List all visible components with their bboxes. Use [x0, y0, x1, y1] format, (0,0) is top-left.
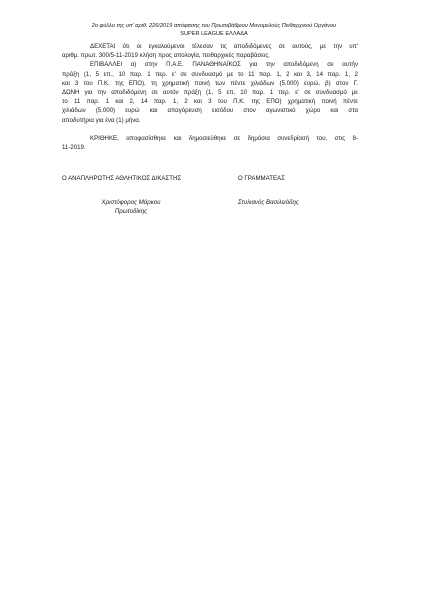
paragraph-judged: [62, 134, 358, 152]
secretary-name: Στυλιανός Βασιλειάδης: [238, 199, 299, 206]
document-header: [40, 22, 388, 38]
paragraph-imposes: [62, 60, 358, 124]
text-line: αποδυτήρια για ένα (1) μήνα.: [62, 116, 141, 124]
text-line: ΔΕΧΕΤΑΙ ότι οι εγκαλούμενοι τέλεσαν τις αποδιδόμενες σε αυτούς, με την υπ': [90, 43, 358, 50]
text-line: χιλιάδων (5.000) ευρώ και απαγόρευση εισόδου στον αγωνιστικό χώρο και στα: [62, 107, 358, 115]
text-line: πράξη (1, 5 επ., 10 παρ. 1 περ. ε' σε συνδυασμό με το 11 παρ. 1, 2 και 3, 14 παρ. 1, 2: [62, 70, 358, 78]
text-line: και 3 του Π.Κ. της ΕΠΟ), τη χρηματική ποινή των πέντε χιλιάδων (5.000) ευρώ, β) στον Γ.: [62, 79, 358, 87]
judge-name: Χριστόφορος Μάρκου: [101, 199, 161, 206]
judge-role: Πρωτοδίκης: [114, 208, 148, 215]
text-line: 11-2019.: [62, 144, 86, 152]
header-decision-reference: 2ο φύλλο της υπ' αριθ. 226/2019 απόφασης του Πρωτοβάθμιου Μονομελούς Πειθαρχικού Οργάνου: [91, 23, 337, 29]
text-line: ΚΡΙΘΗΚΕ, αποφασίσθηκε και δημοσιεύθηκε σε δημόσια συνεδρίασή του, στις 8-: [90, 134, 358, 142]
text-line: ΕΠΙΒΑΛΛΕΙ α) στην Π.Α.Ε. ΠΑΝΑΘΗΝΑΪΚΟΣ για την αποδιδόμενη σε αυτήν: [90, 61, 358, 69]
judge-title: Ο ΑΝΑΠΛΗΡΩΤΗΣ ΑΘΛΗΤΙΚΟΣ ΔΙΚΑΣΤΗΣ: [62, 175, 182, 182]
document-body: [62, 42, 358, 152]
text-line: το 11 παρ. 1 και 2, 14 παρ. 1, 2 και 3 του Π.Κ. της ΕΠΟ) χρηματική ποινή πέντε: [62, 98, 358, 106]
secretary-title: Ο ΓΡΑΜΜΑΤΕΑΣ: [238, 175, 285, 182]
paragraph-accepts: [62, 42, 358, 60]
judge-signature: [86, 198, 176, 216]
paragraph-spacer: [62, 125, 358, 134]
text-line: αριθμ. πρωτ. 300/5-11-2019 κλήση προς απολογία, πειθαρχικές παραβάσεις.: [62, 52, 270, 60]
header-organization: SUPER LEAGUE ΕΛΛΑΔΑ: [180, 31, 248, 37]
text-line: ΔΩΝΗ για την αποδιδόμενη σε αυτόν πράξη (1, 5 επ, 10 παρ. 1 περ. ε' σε συνδυασμό με: [62, 89, 358, 97]
